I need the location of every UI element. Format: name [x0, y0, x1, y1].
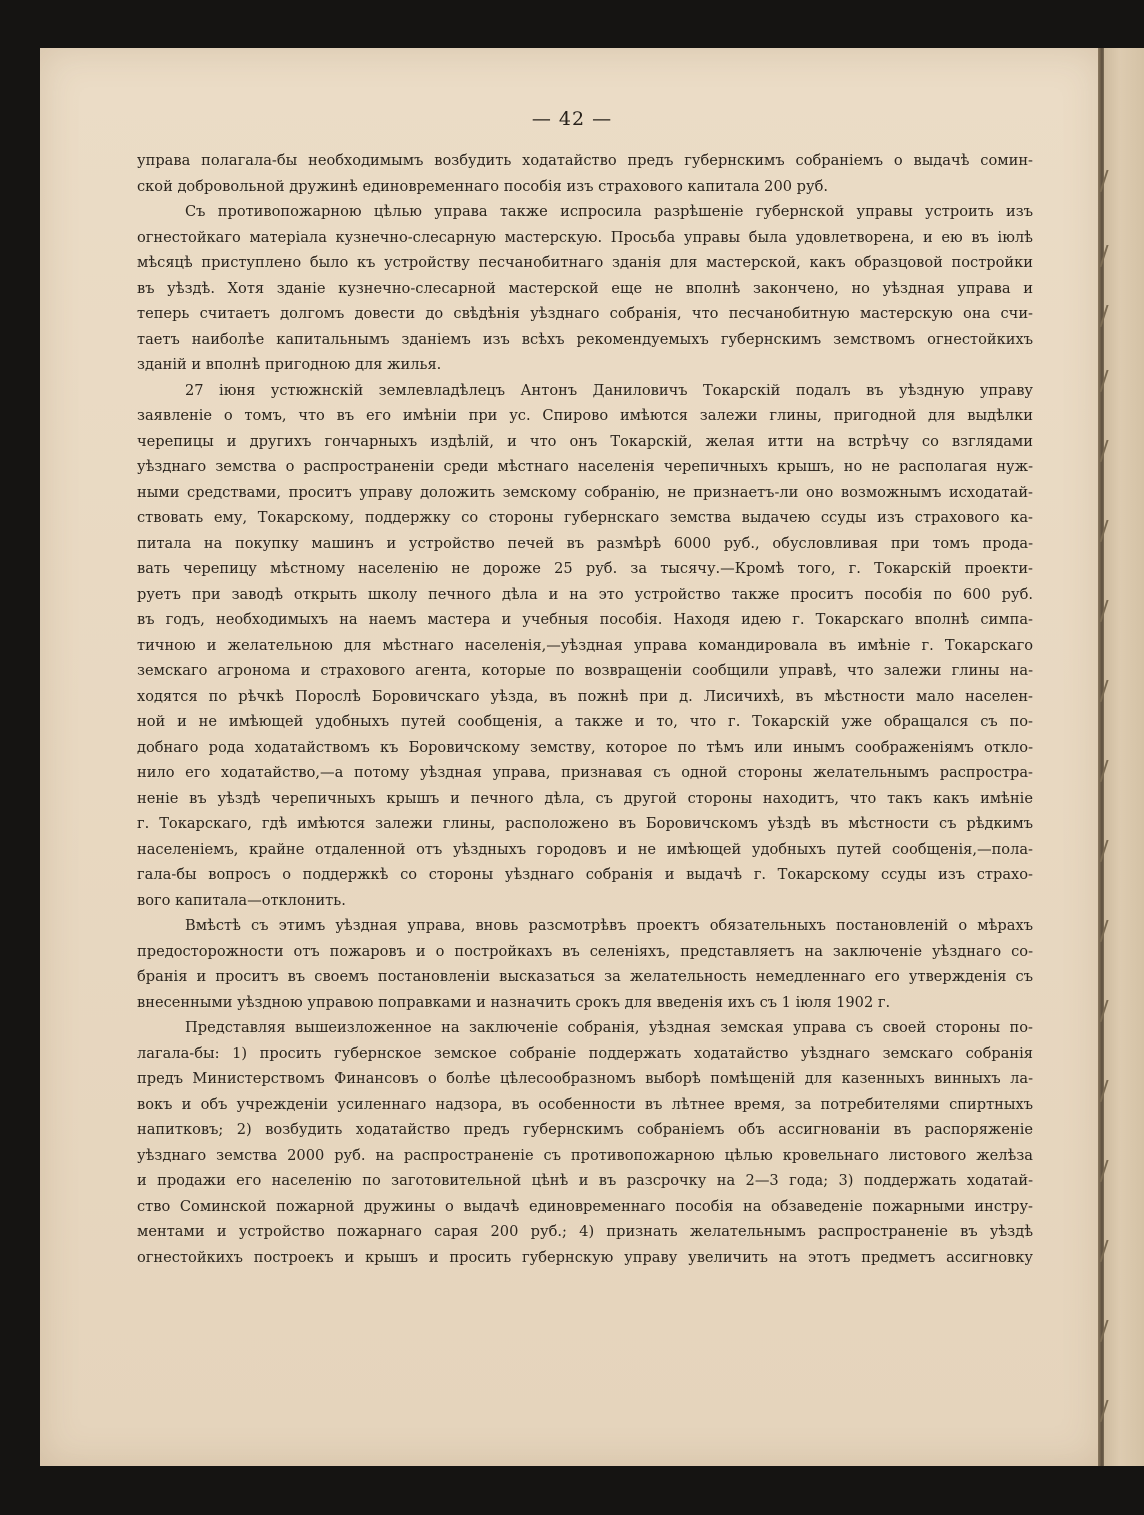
text-line: вать черепицу мѣстному населенію не дороже 25 руб. за тысячу.—Кромѣ того, г. Токарскій проекти- [137, 560, 1033, 577]
document-body [137, 148, 1033, 1270]
text-line: гала-бы вопросъ о поддержкѣ со стороны уѣзднаго собранія и выдачѣ г. Токарскому ссуды изъ страхо- [137, 866, 1033, 883]
text-line: заявленіе о томъ, что въ его имѣніи при ус. Спирово имѣются залежи глины, пригодной для выдѣлки [137, 407, 1033, 424]
text-line: зданій и вполнѣ пригодною для жилья. [137, 356, 442, 373]
text-line: Вмѣстѣ съ этимъ уѣздная управа, вновь разсмотрѣвъ проектъ обязательныхъ постановленій о мѣрахъ [185, 917, 1033, 934]
text-line: огнестойкихъ построекъ и крышъ и просить губернскую управу увеличить на этотъ предметъ ассигновку [137, 1248, 1033, 1266]
text-line: питала на покупку машинъ и устройство печей въ размѣрѣ 6000 руб., обусловливая при томъ прода- [137, 534, 1033, 552]
text-line: 27 іюня устюжнскій землевладѣлецъ Антонъ Даниловичъ Токарскій подалъ въ уѣздную управу [185, 381, 1033, 399]
text-line: ствовать ему, Токарскому, поддержку со стороны губернскаго земства выдачею ссуды изъ страхового ка- [137, 509, 1033, 526]
text-line: ной и не имѣющей удобныхъ путей сообщенія, а также и то, что г. Токарскій уже обращался съ по- [137, 713, 1033, 730]
text-line: въ годъ, необходимыхъ на наемъ мастера и учебныя пособія. Находя идею г. Токарскаго вполнѣ симпа- [137, 611, 1033, 628]
text-line: таетъ наиболѣе капитальнымъ зданіемъ изъ всѣхъ рекомендуемыхъ губернскимъ земствомъ огнестойкихъ [137, 330, 1033, 348]
text-line: и продажи его населенію по заготовительной цѣнѣ и въ разсрочку на 2—3 года; 3) поддержать ходатай- [137, 1172, 1033, 1189]
page-number: — 42 — [531, 108, 613, 130]
text-line: руетъ при заводѣ открыть школу печного дѣла и на это устройство также проситъ пособія по 600 руб. [137, 585, 1033, 603]
text-line: уѣзднаго земства о распространеніи среди мѣстнаго населенія черепичныхъ крышъ, но не располагая нуж- [137, 458, 1033, 475]
text-line: бранія и проситъ въ своемъ постановленіи высказаться за желательность немедленнаго его утвержденія съ [137, 968, 1033, 985]
text-line: управа полагала-бы необходимымъ возбудить ходатайство предъ губернскимъ собраніемъ о выдачѣ сомин- [137, 152, 1033, 169]
text-line: теперь считаетъ долгомъ довести до свѣдѣнія уѣзднаго собранія, что песчанобитную мастерскую она счи- [137, 305, 1033, 322]
text-line: напитковъ; 2) возбудить ходатайство предъ губернскимъ собраніемъ объ ассигнованіи въ распоряженіе [137, 1121, 1033, 1138]
text-line: населеніемъ, крайне отдаленной отъ уѣздныхъ городовъ и не имѣющей удобныхъ путей сообщенія,—пола- [137, 840, 1033, 858]
text-line: мѣсяцѣ приступлено было къ устройству песчанобитнаго зданія для мастерской, какъ образцовой постройки [137, 254, 1033, 271]
text-line: ментами и устройство пожарнаго сарая 200 руб.; 4) признать желательнымъ распространеніе въ уѣздѣ [137, 1223, 1033, 1240]
text-line: добнаго рода ходатайствомъ къ Боровичскому земству, которое по тѣмъ или инымъ соображеніямъ откло- [137, 738, 1033, 756]
text-line: Съ противопожарною цѣлью управа также испросила разрѣшеніе губернской управы устроить изъ [185, 203, 1033, 220]
text-line: г. Токарскаго, гдѣ имѣются залежи глины, расположено въ Боровичскомъ уѣздѣ въ мѣстности съ рѣдкимъ [137, 815, 1033, 832]
text-line: уѣзднаго земства 2000 руб. на распространеніе съ противопожарною цѣлью кровельнаго листового желѣза [137, 1146, 1033, 1164]
text-line: земскаго агронома и страхового агента, которые по возвращеніи сообщили управѣ, что залежи глины на- [137, 662, 1033, 679]
text-line: вокъ и объ учрежденіи усиленнаго надзора, въ особенности въ лѣтнее время, за потребителями спиртныхъ [137, 1095, 1033, 1113]
text-line: нило его ходатайство,—а потому уѣздная управа, признавая съ одной стороны желательнымъ распростра- [137, 764, 1033, 781]
text-line: ство Соминской пожарной дружины о выдачѣ единовременнаго пособія на обзаведеніе пожарными инстру- [137, 1197, 1033, 1215]
text-line: вого капитала—отклонить. [137, 891, 346, 909]
text-line: внесенными уѣздною управою поправками и назначить срокъ для введенія ихъ съ 1 іюля 1902 г. [137, 993, 891, 1011]
text-line: предосторожности отъ пожаровъ и о постройкахъ въ селеніяхъ, представляетъ на заключеніе уѣзднаго со- [137, 942, 1033, 960]
text-line: черепицы и другихъ гончарныхъ издѣлій, и что онъ Токарскій, желая итти на встрѣчу со взглядами [137, 432, 1033, 450]
text-line: неніе въ уѣздѣ черепичныхъ крышъ и печного дѣла, съ другой стороны находитъ, что такъ какъ имѣніе [137, 789, 1033, 807]
text-line: лагала-бы: 1) просить губернское земское собраніе поддержать ходатайство уѣзднаго земскаго собранія [137, 1044, 1033, 1062]
text-line: огнестойкаго матеріала кузнечно-слесарную мастерскую. Просьба управы была удовлетворена, и ею въ іюлѣ [137, 228, 1033, 246]
text-line: предъ Министерствомъ Финансовъ о болѣе цѣлесообразномъ выборѣ помѣщеній для казенныхъ винныхъ ла- [137, 1070, 1033, 1087]
text-line: ными средствами, проситъ управу доложить земскому собранію, не признаетъ-ли оно возможнымъ исходатай- [137, 483, 1033, 501]
text-line: ходятся по рѣчкѣ Порослѣ Боровичскаго уѣзда, въ пожнѣ при д. Лисичихѣ, въ мѣстности мало населен- [137, 687, 1033, 705]
text-line: ской добровольной дружинѣ единовременнаго пособія изъ страхового капитала 200 руб. [137, 177, 829, 195]
text-line: Представляя вышеизложенное на заключеніе собранія, уѣздная земская управа съ своей стороны по- [185, 1019, 1033, 1036]
text-line: въ уѣздѣ. Хотя зданіе кузнечно-слесарной мастерской еще не вполнѣ закончено, но уѣздная управа и [137, 279, 1033, 297]
text-line: тичною и желательною для мѣстнаго населенія,—уѣздная управа командировала въ имѣніе г. Токарскаго [137, 636, 1033, 654]
